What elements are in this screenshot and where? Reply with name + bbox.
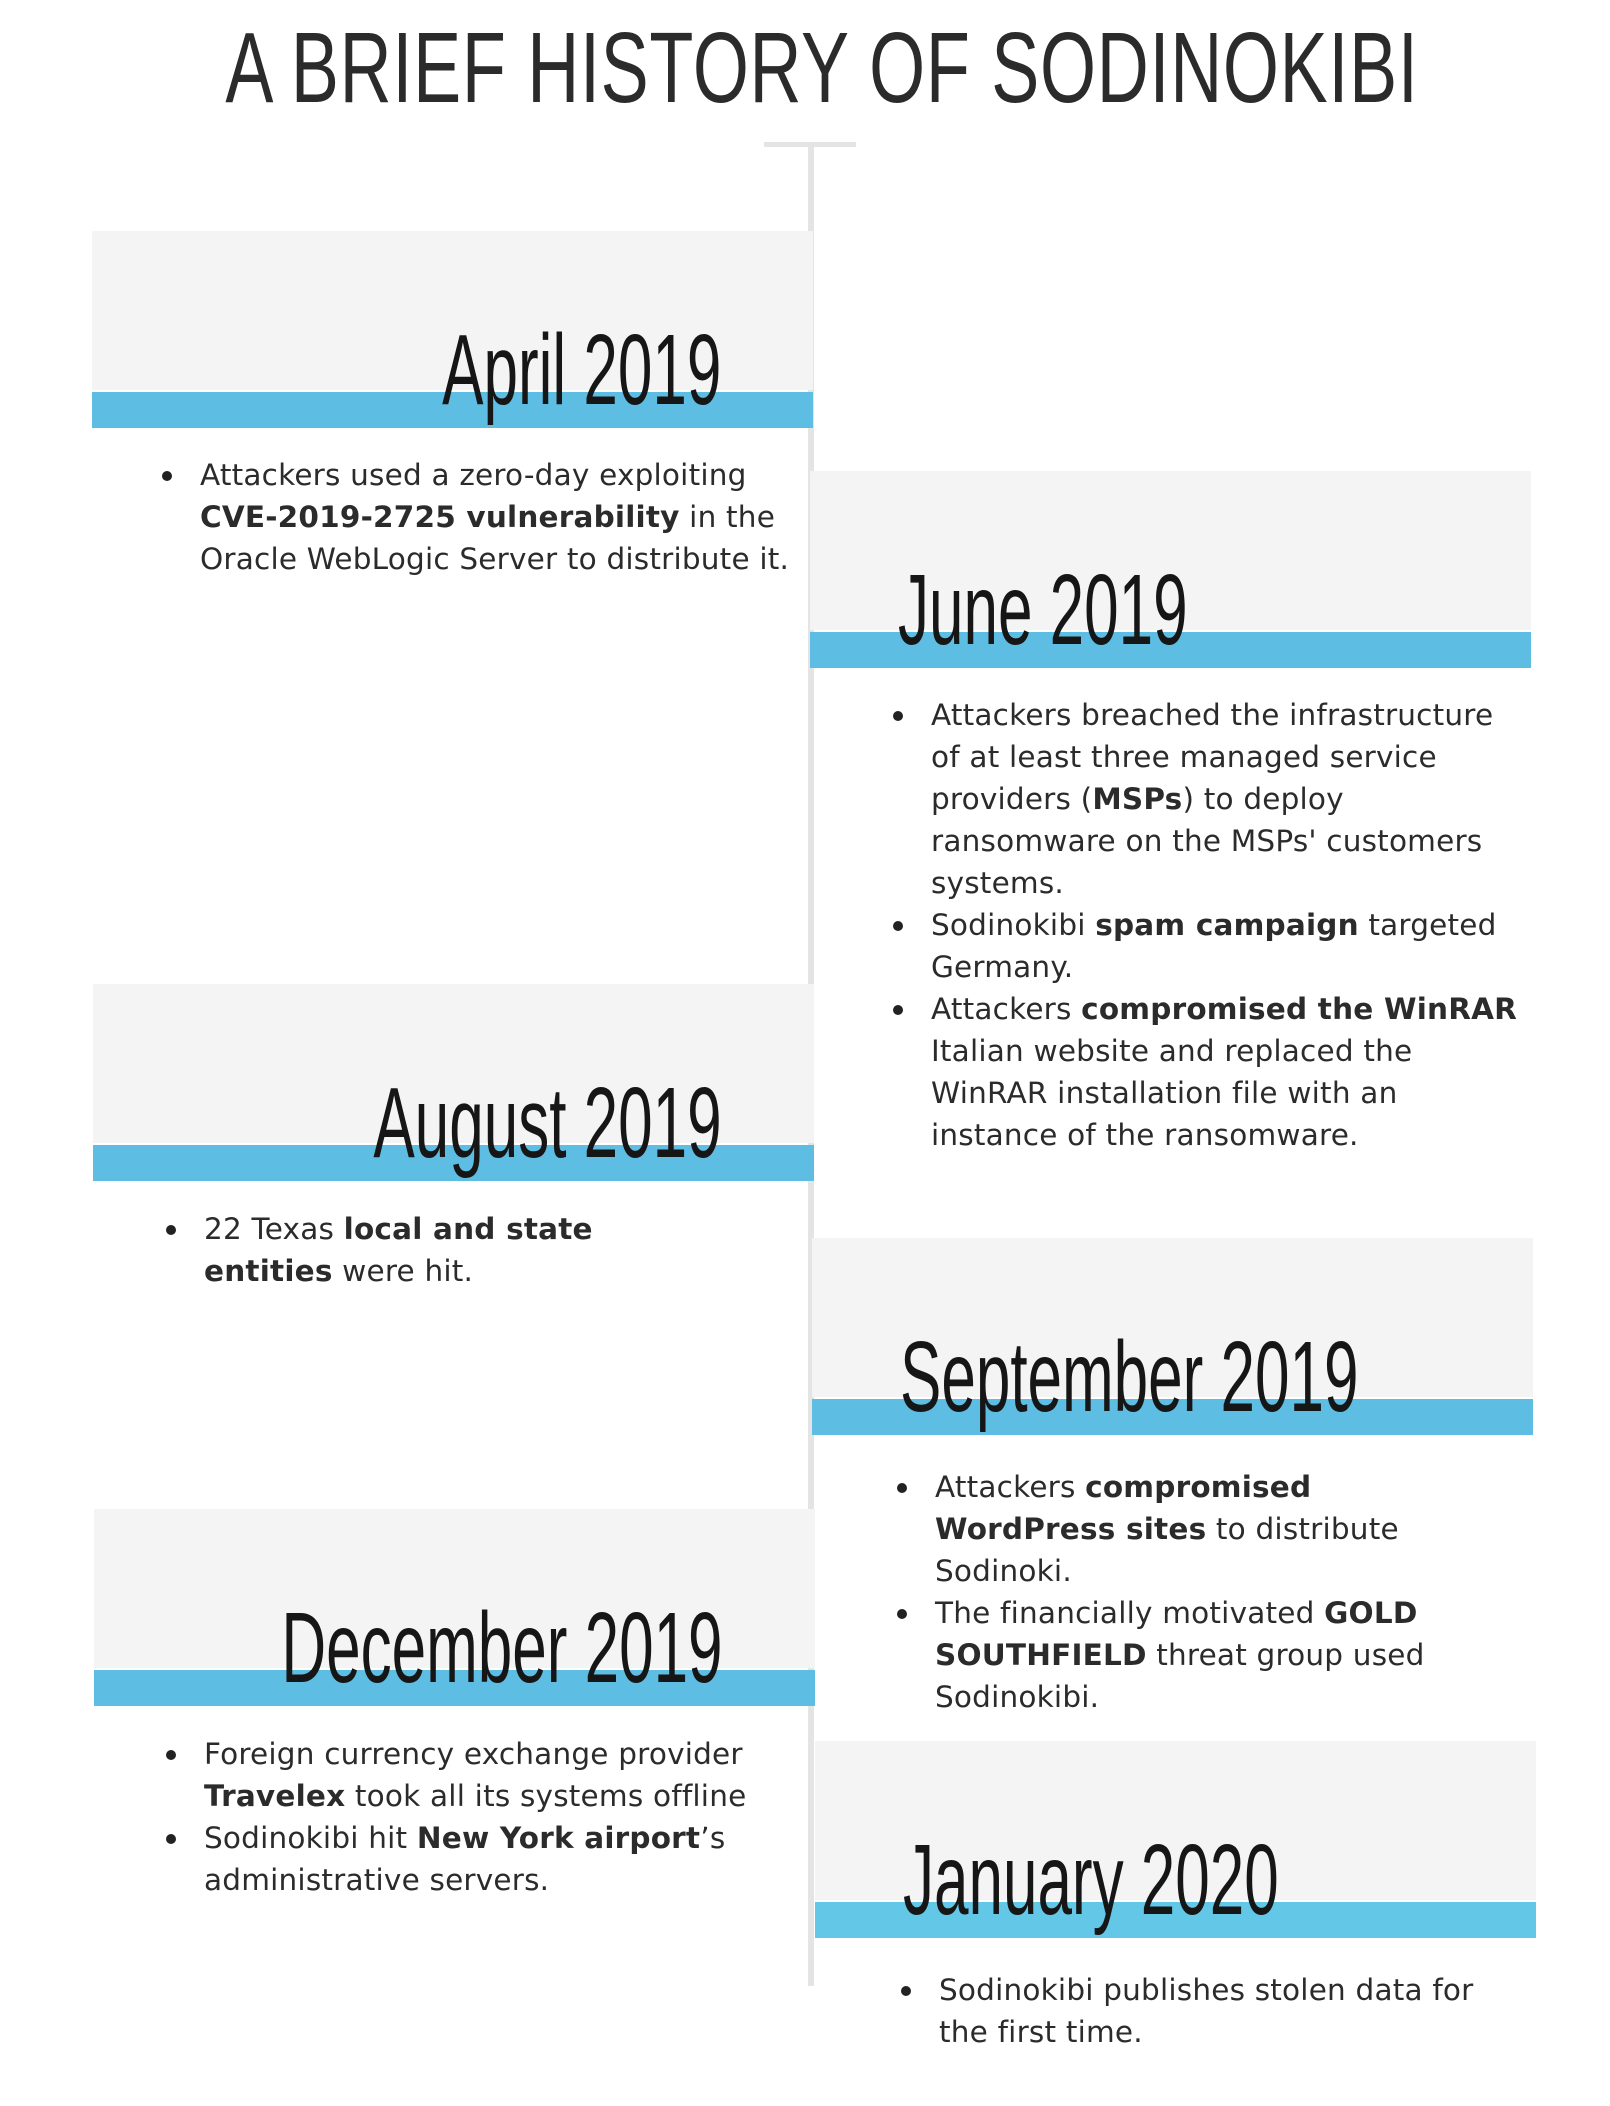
event-item: [897, 1592, 1497, 1718]
event-text: to distribute Sodinoki.: [935, 1512, 1399, 1588]
event-text: Foreign currency exchange provider: [204, 1737, 743, 1771]
event-list-december-2019: [166, 1733, 806, 1901]
event-item: [897, 1466, 1497, 1592]
entry-header-june-2019: [810, 471, 1531, 668]
event-item: [893, 904, 1518, 988]
entry-date: December 2019: [281, 1592, 723, 1704]
event-text: Italian website and replaced the WinRAR installation file with an instance of the ransomware.: [931, 1034, 1413, 1152]
event-item: [901, 1969, 1481, 2053]
event-list-june-2019: [893, 694, 1518, 1156]
event-highlight: GOLD SOUTHFIELD: [935, 1596, 1418, 1672]
event-text: Sodinokibi publishes stolen data for the first time.: [939, 1973, 1474, 2049]
event-item: [893, 988, 1518, 1156]
entry-date: January 2020: [903, 1824, 1279, 1936]
event-item: [166, 1208, 726, 1292]
event-text: Sodinokibi hit: [204, 1821, 417, 1855]
event-highlight: spam campaign: [1095, 908, 1359, 942]
event-item: [166, 1817, 806, 1901]
event-highlight: compromised WordPress sites: [935, 1470, 1312, 1546]
event-highlight: MSPs: [1092, 782, 1183, 816]
entry-header-december-2019: [94, 1509, 815, 1706]
entry-header-january-2020: [815, 1741, 1536, 1938]
event-text: Attackers breached the infrastructure of at least three managed service providers (: [931, 698, 1494, 816]
event-item: [166, 1733, 806, 1817]
event-text: Attackers: [935, 1470, 1086, 1504]
event-highlight: local and state entities: [204, 1212, 593, 1288]
event-text: were hit.: [332, 1254, 474, 1288]
entry-header-april-2019: [92, 231, 813, 428]
event-highlight: New York airport: [416, 1821, 701, 1855]
event-text: 22 Texas: [204, 1212, 344, 1246]
event-text: ’s administrative servers.: [204, 1821, 726, 1897]
event-text: in the Oracle WebLogic Server to distribute it.: [200, 500, 790, 576]
event-highlight: CVE-2019-2725 vulnerability: [200, 500, 680, 534]
event-text: Attackers: [931, 992, 1082, 1026]
event-list-april-2019: [162, 454, 812, 580]
event-highlight: Travelex: [204, 1779, 346, 1813]
event-highlight: compromised the WinRAR: [1081, 992, 1518, 1026]
event-text: took all its systems offline: [345, 1779, 747, 1813]
event-text: threat group used Sodinokibi.: [935, 1638, 1425, 1714]
entry-date: August 2019: [373, 1067, 722, 1179]
entry-header-august-2019: [93, 984, 814, 1181]
event-text: ) to deploy ransomware on the MSPs' customers systems.: [931, 782, 1483, 900]
entry-date: June 2019: [898, 554, 1188, 666]
event-list-january-2020: [901, 1969, 1481, 2053]
event-text: targeted Germany.: [931, 908, 1497, 984]
event-item: [893, 694, 1518, 904]
event-text: Attackers used a zero-day exploiting: [200, 458, 747, 492]
page-title: A BRIEF HISTORY OF SODINOKIBI: [225, 12, 1419, 124]
event-item: [162, 454, 812, 580]
event-text: The financially motivated: [935, 1596, 1325, 1630]
event-list-august-2019: [166, 1208, 726, 1292]
event-list-september-2019: [897, 1466, 1497, 1718]
event-text: Sodinokibi: [931, 908, 1096, 942]
entry-date: September 2019: [900, 1321, 1359, 1433]
entry-header-september-2019: [812, 1238, 1533, 1435]
entry-date: April 2019: [441, 314, 721, 426]
